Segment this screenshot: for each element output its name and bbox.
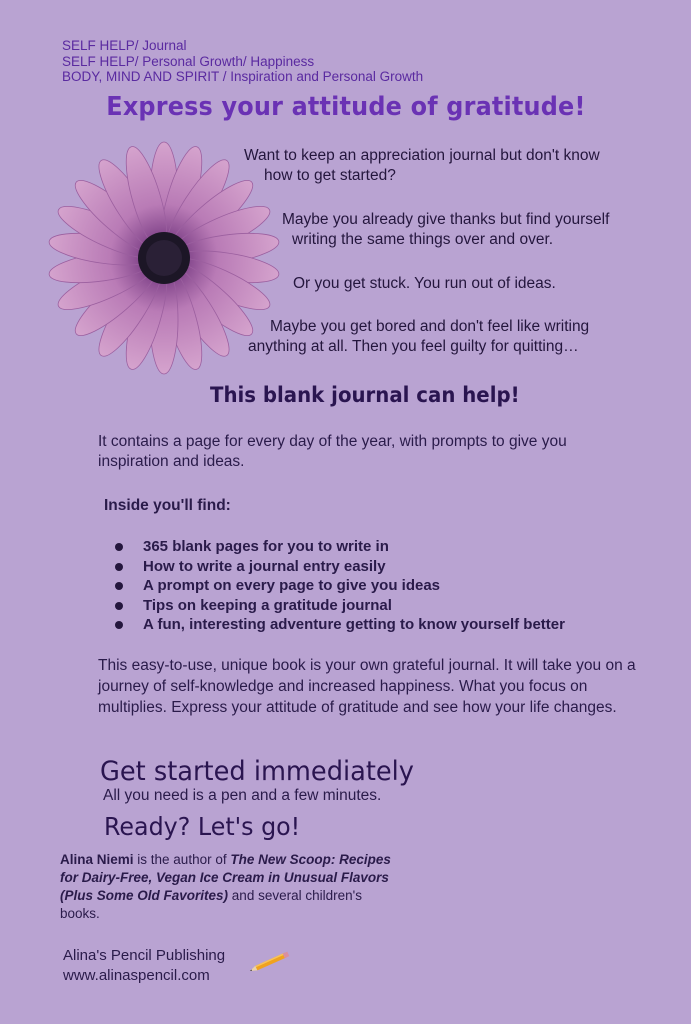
publisher-name: Alina's Pencil Publishing bbox=[63, 947, 226, 964]
list-item bbox=[115, 537, 565, 557]
category-line: SELF HELP/ Personal Growth/ Happiness bbox=[62, 53, 315, 69]
inside-heading: Inside you'll find: bbox=[104, 497, 231, 514]
bullet-icon bbox=[115, 582, 123, 590]
bullet-icon bbox=[115, 602, 123, 610]
publisher-block bbox=[63, 946, 225, 986]
intro-paragraph-2 bbox=[282, 210, 682, 250]
publisher-url: www.alinaspencil.com bbox=[63, 967, 210, 984]
intro-paragraph-4 bbox=[248, 317, 668, 357]
list-item-text: 365 blank pages for you to write in bbox=[143, 538, 389, 555]
list-item-text: How to write a journal entry easily bbox=[143, 557, 386, 575]
intro-text: Maybe you already give thanks but find yourself bbox=[282, 211, 610, 228]
intro-paragraph-3: Or you get stuck. You run out of ideas. bbox=[293, 275, 556, 292]
list-item-text: A fun, interesting adventure getting to know yourself better bbox=[143, 616, 565, 634]
bullet-icon bbox=[115, 543, 123, 551]
intro-text: Maybe you get bored and don't feel like writing bbox=[270, 318, 590, 335]
bullet-icon bbox=[115, 621, 123, 629]
intro-text: how to get started? bbox=[264, 167, 396, 184]
feature-list bbox=[115, 537, 565, 635]
author-bio-text: and several children's books. bbox=[60, 888, 362, 921]
bullet-icon bbox=[115, 563, 123, 571]
intro-text: Want to keep an appreciation journal but don't know bbox=[244, 147, 600, 164]
pencil-icon bbox=[246, 950, 294, 974]
list-item-text: A prompt on every page to give you ideas bbox=[143, 577, 441, 595]
list-item bbox=[115, 576, 565, 596]
ready-heading: Ready? Let's go! bbox=[104, 812, 301, 841]
pencil-highlight bbox=[255, 953, 285, 967]
intro-text: writing the same things over and over. bbox=[292, 231, 554, 248]
list-item-text: Tips on keeping a gratitude journal bbox=[143, 596, 392, 614]
headline: Express your attitude of gratitude! bbox=[106, 92, 586, 122]
contains-paragraph: It contains a page for every day of the year, with prompts to give you inspiration and ideas. bbox=[98, 433, 567, 470]
category-line: BODY, MIND AND SPIRIT / Inspiration and Personal Growth bbox=[62, 69, 424, 84]
book-title: The New Scoop: Recipes for Dairy-Free, Vegan Ice Cream in Unusual Flavors (Plus Some Old Favorites) bbox=[60, 852, 391, 903]
category-list bbox=[62, 38, 423, 85]
description-paragraph: This easy-to-use, unique book is your own grateful journal. It will take you on a journey of self-knowledge and increased happiness. What you focus on multiplies. Express your attitude of gratitude and see how your life changes. bbox=[98, 657, 636, 716]
author-bio bbox=[60, 851, 405, 923]
author-bio-text: is the author of bbox=[133, 852, 231, 867]
get-started-heading: Get started immediately bbox=[100, 756, 414, 787]
flower-center-inner bbox=[146, 240, 182, 276]
intro-text: anything at all. Then you feel guilty for quitting… bbox=[248, 338, 579, 355]
list-item bbox=[115, 557, 565, 577]
list-item bbox=[115, 615, 565, 635]
subheadline: This blank journal can help! bbox=[210, 383, 520, 407]
list-item bbox=[115, 596, 565, 616]
author-name: Alina Niemi bbox=[60, 852, 134, 867]
category-line: SELF HELP/ Journal bbox=[62, 38, 187, 53]
all-you-need-text: All you need is a pen and a few minutes. bbox=[103, 787, 382, 804]
intro-paragraph-1 bbox=[244, 146, 654, 186]
